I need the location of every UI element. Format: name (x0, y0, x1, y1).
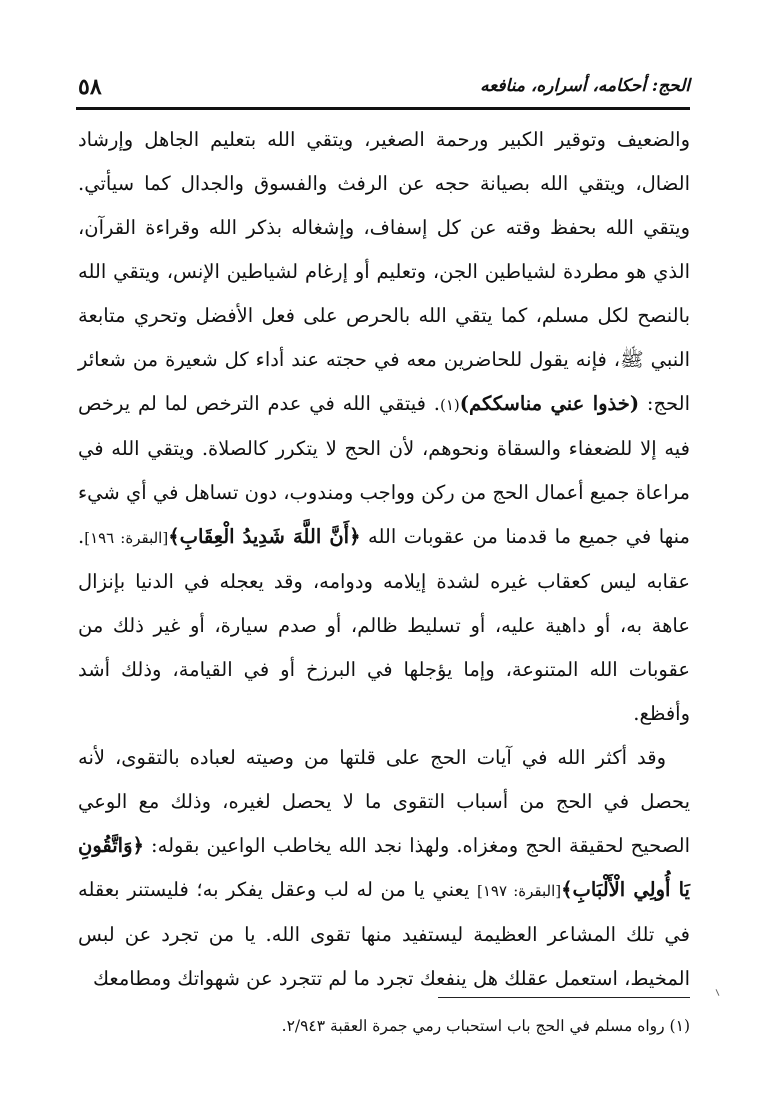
running-header (78, 72, 690, 108)
main-text (78, 118, 690, 1001)
paragraph-1-middle: . فيتقي الله في عدم الترخص لما لم يرخص فيه إلا للضعفاء والسقاة ونحوهم، لأن الحج لا يتكرر كالصلاة. ويتقي الله في مراعاة جميع أعمال الحج من ركن وواجب ومندوب، دون تساهل في أي شيء منها في جميع ما قدمنا من عقوبات الله (78, 392, 690, 548)
quran-verse-2: ﴿وَاتَّقُونِ يَا أُولِي الْأَلْبَابِ﴾ (78, 834, 690, 901)
scan-mark (716, 989, 720, 996)
paragraph-1-end: . عقابه ليس كعقاب غيره لشدة إيلامه ودوامه، وقد يعجله في الدنيا بإنزال عاهة به، أو داهية عليه، أو تسليط ظالم، أو صدم سيارة، أو غير ذلك من عقوبات الله المتنوعة، وإما يؤجلها في البرزخ أو في القيامة، وذلك أشد وأفظع. (78, 525, 690, 725)
page-number: ٥٨ (78, 74, 102, 100)
footnote-rule (438, 997, 690, 998)
footnote-marker: (١) (439, 396, 460, 414)
footnote: (١) رواه مسلم في الحج باب استحباب رمي جمرة العقبة ٢/٩٤٣. (281, 1017, 690, 1035)
verse-reference-2: [البقرة: ١٩٧] (476, 882, 562, 900)
paragraph-2 (78, 736, 690, 1001)
header-rule (76, 107, 690, 110)
running-title: الحج: أحكامه، أسراره، منافعه (480, 76, 690, 96)
paragraph-1 (78, 118, 690, 736)
paragraph-2-intro: وقد أكثر الله في آيات الحج على قلتها من وصيته لعباده بالتقوى، لأنه يحصل في الحج من أسباب التقوى ما لا يحصل لغيره، وذلك مع الوعي الصحيح لحقيقة الحج ومغزاه. ولهذا نجد الله يخاطب الواعين بقوله: (78, 746, 690, 857)
paragraph-2-end: يعني يا من له لب وعقل يفكر به؛ فليستنر بعقله في تلك المشاعر العظيمة ليستفيد منها تقوى الله. يا من تجرد عن لبس المخيط، استعمل عقلك هل ينفعك تجرد ما لم تتجرد عن شهواتك ومطامعك (78, 878, 690, 990)
paragraph-1-intro: والضعيف وتوقير الكبير ورحمة الصغير، ويتقي الله بتعليم الجاهل وإرشاد الضال، ويتقي الله بصيانة حجه عن الرفث والفسوق والجدال كما سيأتي. ويتقي الله بحفظ وقته عن كل إسفاف، وإشغاله بذكر الله وقراءة القرآن، الذي هو مطردة لشياطين الجن، وتعليم أو إرغام لشياطين الإنس، ويتقي الله بالنصح لكل مسلم، كما يتقي الله بالحرص على فعل الأفضل وتحري متابعة النبي ﷺ، فإنه يقول للحاضرين معه في حجته عند أداء كل شعيرة من شعائر الحج: (78, 128, 690, 415)
verse-reference-1: [البقرة: ١٩٦] (84, 529, 169, 547)
quran-verse-1: ﴿أَنَّ اللَّهَ شَدِيدُ الْعِقَابِ﴾ (168, 525, 361, 548)
hadith-quote: (خذوا عني مناسككم) (459, 392, 640, 415)
